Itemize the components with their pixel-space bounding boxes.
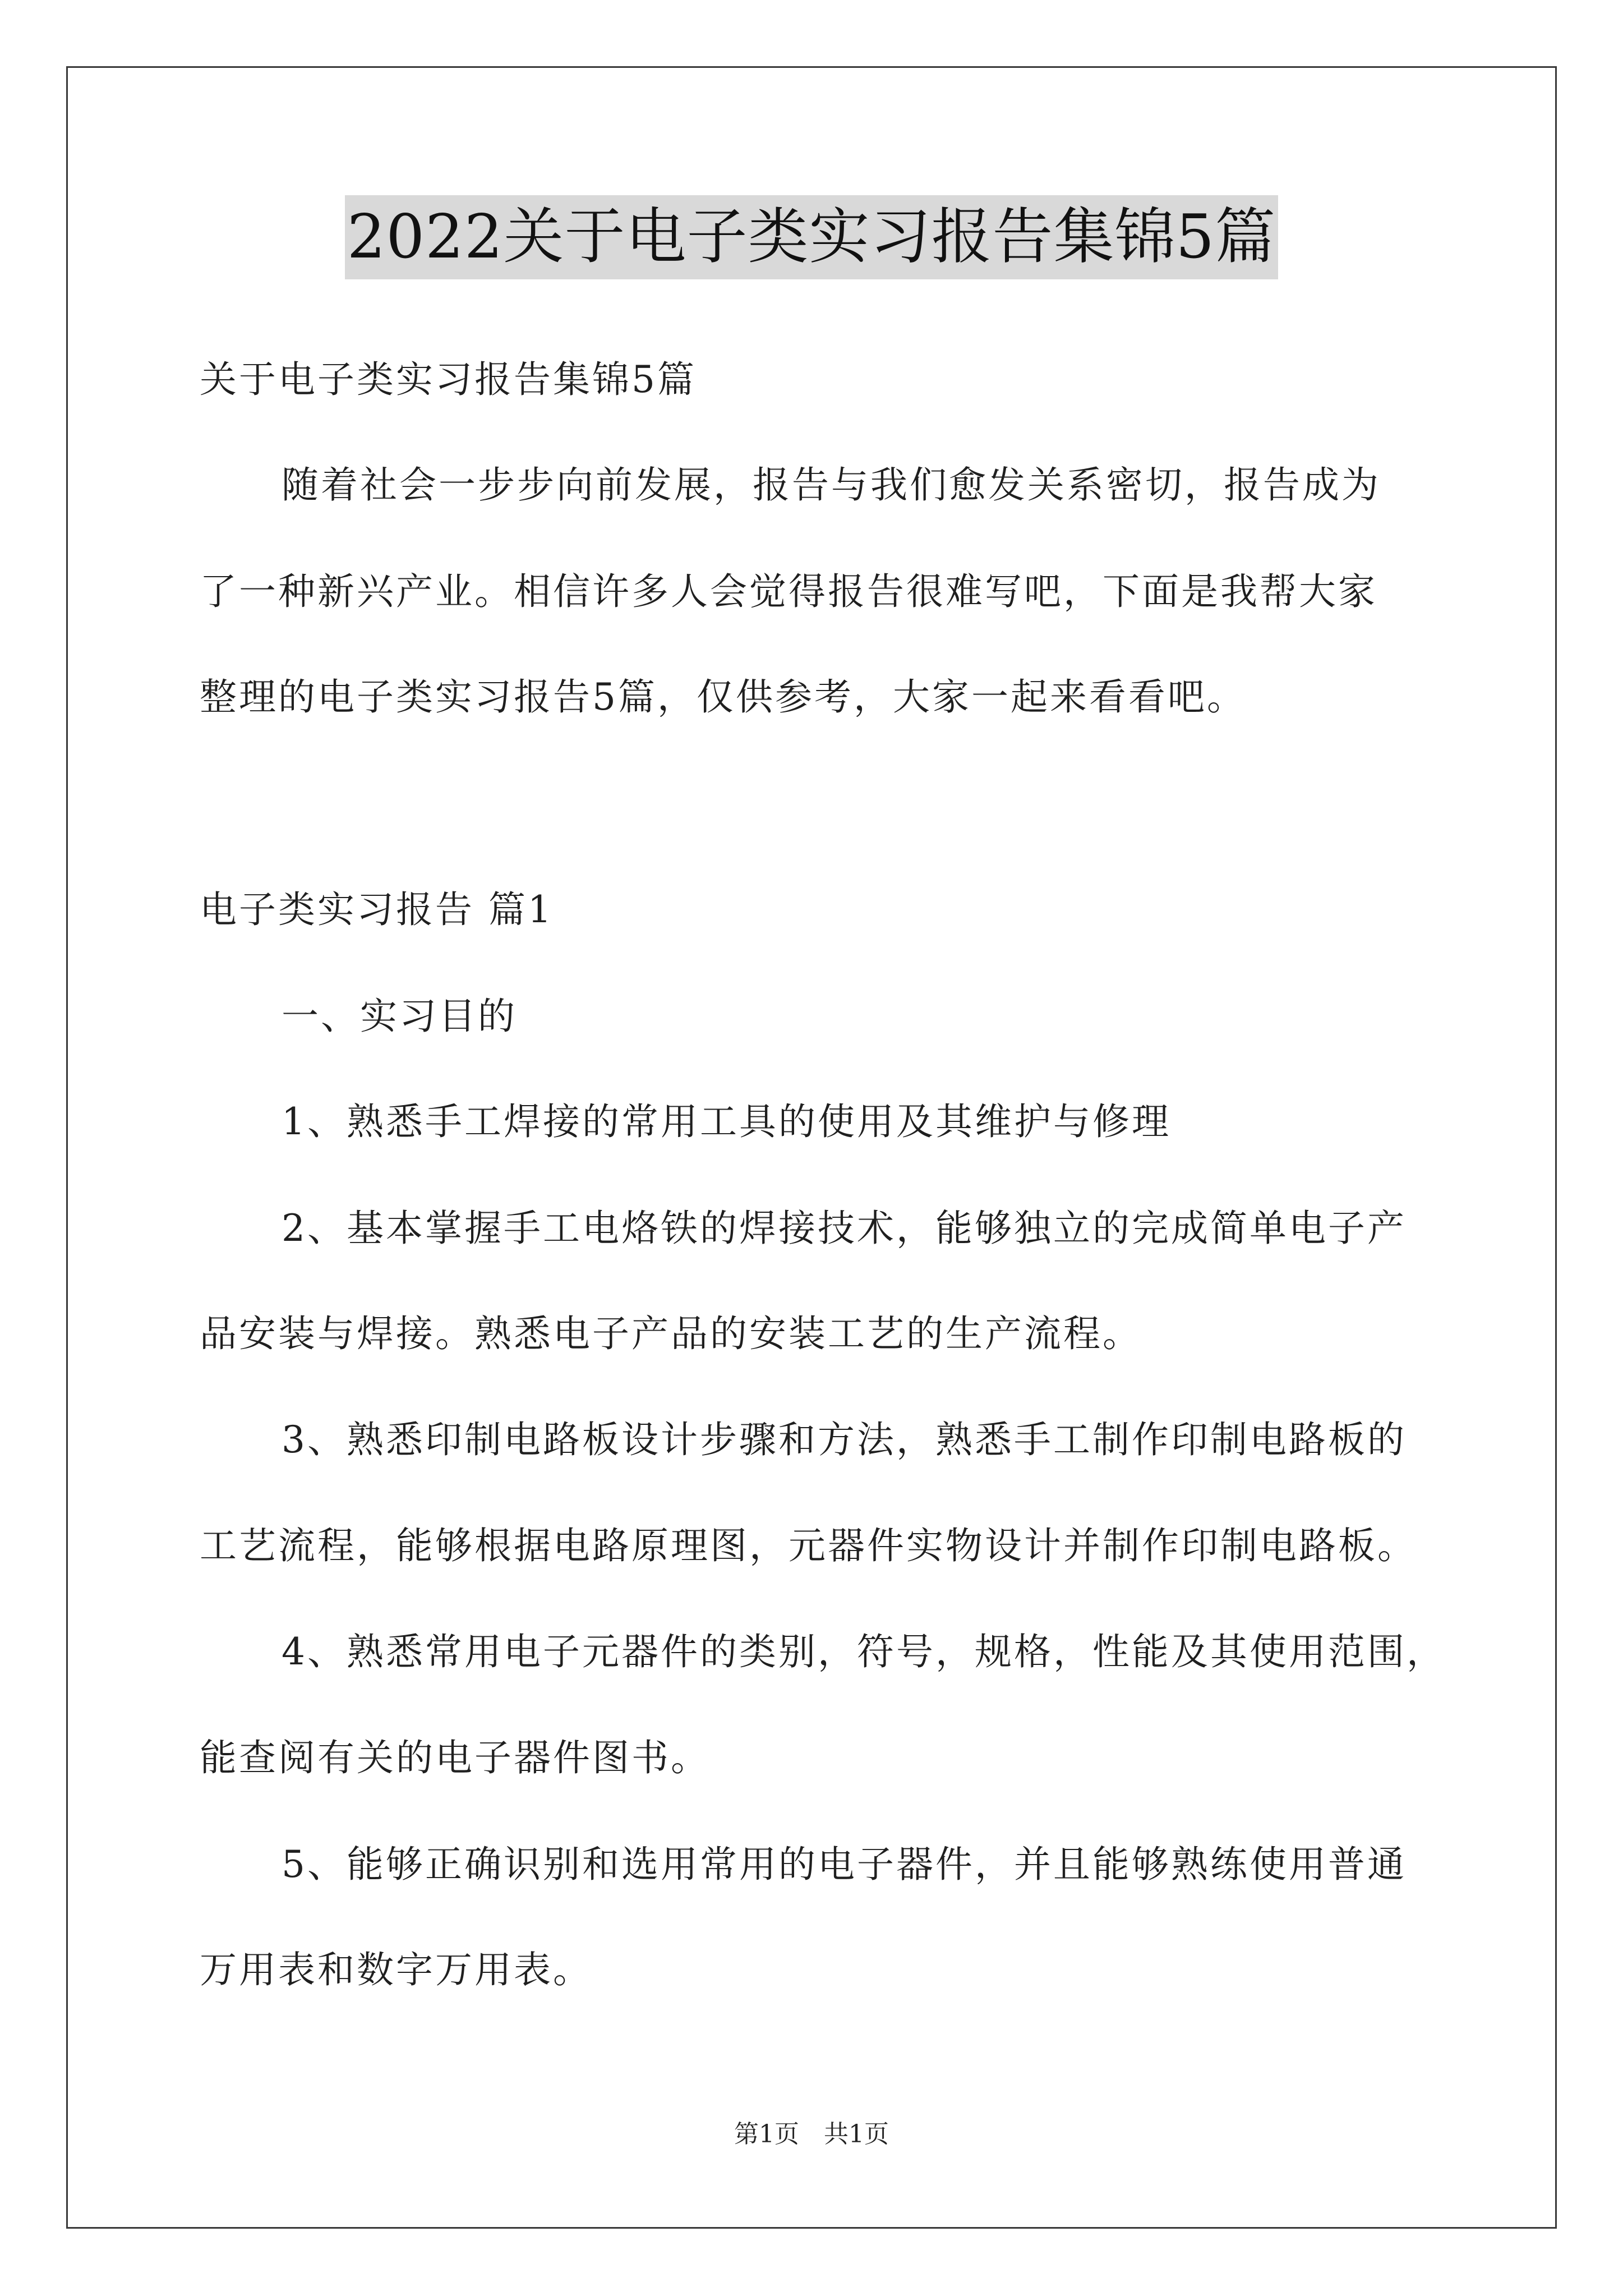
intro-line-1: 随着社会一步步向前发展，报告与我们愈发关系密切，报告成为 — [282, 463, 1381, 507]
item-2-line-2: 品安装与焊接。熟悉电子产品的安装工艺的生产流程。 — [200, 1312, 1142, 1355]
item-5-line-1: 5、能够正确识别和选用常用的电子器件，并且能够熟练使用普通 — [282, 1843, 1407, 1886]
item-3-line-2: 工艺流程，能够根据电路原理图，元器件实物设计并制作印制电路板。 — [200, 1524, 1417, 1567]
purpose-heading: 一、实习目的 — [282, 995, 517, 1038]
document-subtitle: 关于电子类实习报告集锦5篇 — [200, 358, 697, 401]
item-2-line-1: 2、基本掌握手工电烙铁的焊接技术，能够独立的完成简单电子产 — [282, 1207, 1407, 1250]
document-title: 2022关于电子类实习报告集锦5篇 — [345, 195, 1279, 279]
title-container — [0, 195, 1623, 279]
item-4-line-1: 4、熟悉常用电子元器件的类别，符号，规格，性能及其使用范围， — [282, 1630, 1446, 1673]
page-footer: 第1页 共1页 — [734, 2120, 889, 2148]
item-4-line-2: 能查阅有关的电子器件图书。 — [200, 1736, 710, 1779]
intro-line-2: 了一种新兴产业。相信许多人会觉得报告很难写吧，下面是我帮大家 — [200, 570, 1377, 613]
item-5-line-2: 万用表和数字万用表。 — [200, 1948, 592, 1991]
section-heading: 电子类实习报告 篇1 — [200, 888, 554, 931]
item-3-line-1: 3、熟悉印制电路板设计步骤和方法，熟悉手工制作印制电路板的 — [282, 1418, 1407, 1461]
item-1: 1、熟悉手工焊接的常用工具的使用及其维护与修理 — [282, 1100, 1171, 1143]
intro-line-3: 整理的电子类实习报告5篇，仅供参考，大家一起来看看吧。 — [200, 675, 1246, 719]
